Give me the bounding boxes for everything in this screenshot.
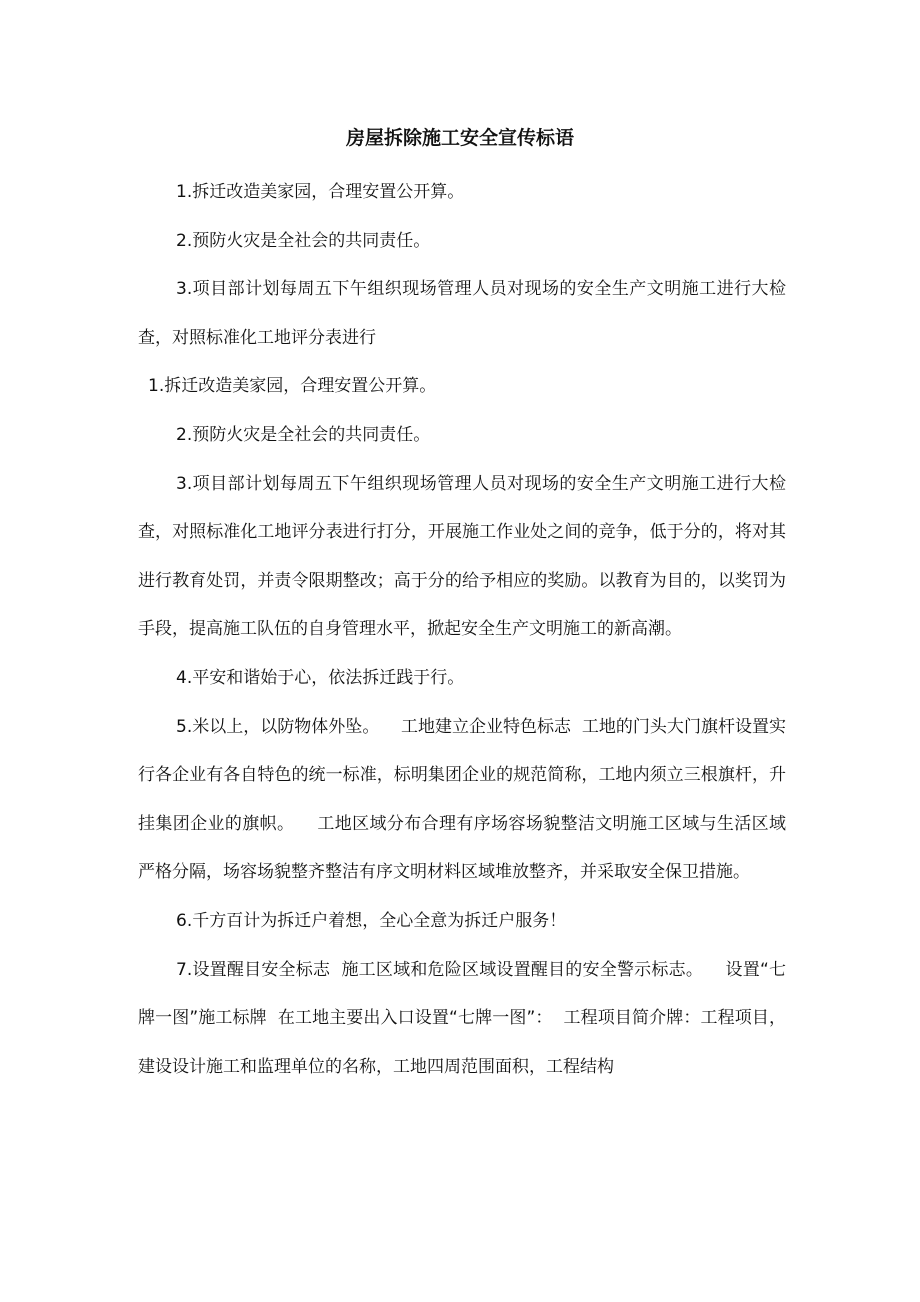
paragraph: 3.项目部计划每周五下午组织现场管理人员对现场的安全生产文明施工进行大检查，对照标准化工地评分表进行 — [138, 279, 786, 348]
document-title: 房屋拆除施工安全宣传标语 — [345, 127, 574, 149]
paragraph: 3.项目部计划每周五下午组织现场管理人员对现场的安全生产文明施工进行大检查，对照标准化工地评分表进行打分，开展施工作业处之间的竞争，低于分的，将对其进行教育处罚，并责令限期整改；高于分的给予相应的奖励。以教育为目的，以奖罚为手段，提高施工队伍的自身管理水平，掀起安全生产文明施工的新高潮。 — [138, 473, 786, 640]
paragraph: 1.拆迁改造美家园，合理安置公开算。 — [148, 376, 437, 397]
paragraph: 5.米以上，以防物体外坠。 工地建立企业特色标志 工地的门头大门旗杆设置实行各企业有各自特色的统一标准，标明集团企业的规范简称，工地内须立三根旗杆，升挂集团企业的旗帜。 工地区域分布合理有序场容场貌整洁文明施工区域与生活区域严格分隔，场容场貌整齐整洁有序文明材料区域堆放整齐，并采取安全保卫措施。 — [138, 716, 786, 883]
paragraph: 2.预防火灾是全社会的共同责任。 — [176, 424, 431, 445]
paragraph: 7.设置醒目安全标志 施工区域和危险区域设置醒目的安全警示标志。 设置“七牌一图”施工标牌 在工地主要出入口设置“七牌一图”： 工程项目简介牌：工程项目，建设设计施工和监理单位的名称，工地四周范围面积，工程结构 — [138, 959, 786, 1077]
paragraph: 2.预防火灾是全社会的共同责任。 — [176, 230, 431, 251]
paragraph: 1.拆迁改造美家园，合理安置公开算。 — [176, 182, 465, 202]
paragraph: 4.平安和谐始于心，依法拆迁践于行。 — [176, 667, 465, 688]
document-body — [138, 168, 786, 1091]
paragraph: 6.千方百计为拆迁户着想，全心全意为拆迁户服务！ — [176, 910, 567, 931]
